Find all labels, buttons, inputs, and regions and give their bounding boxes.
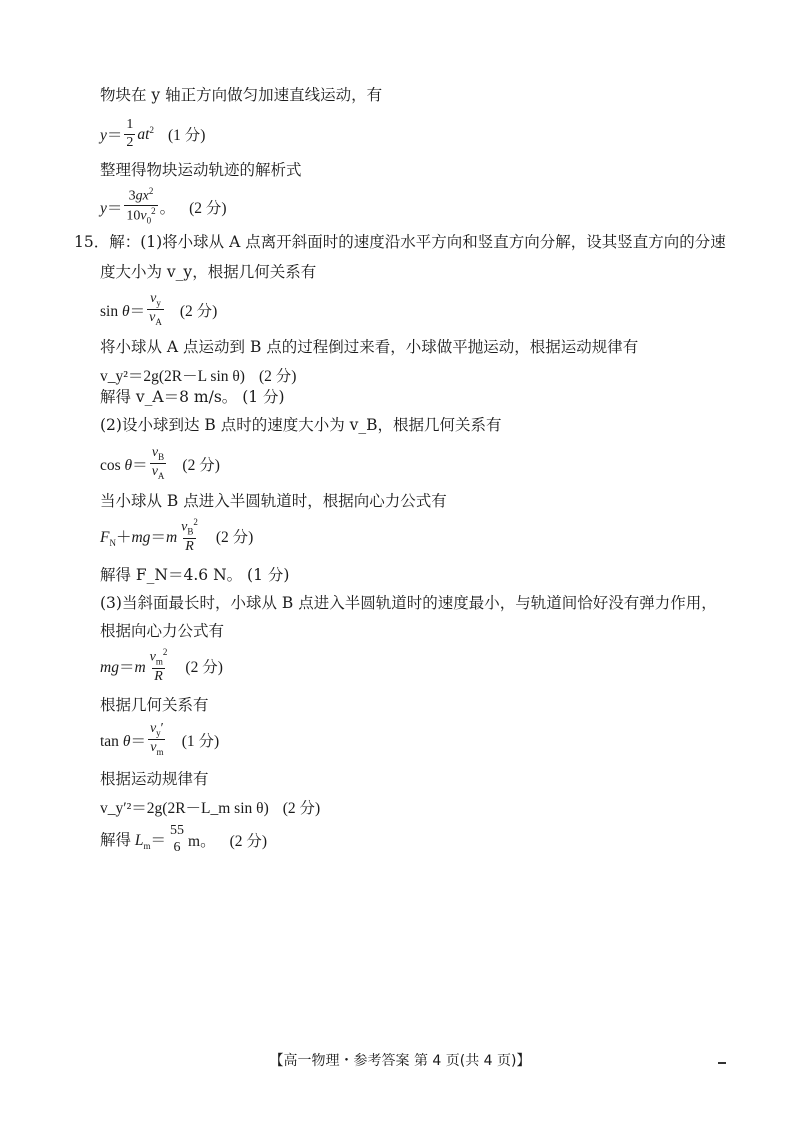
equation-text: v_y²＝2g(2R－L sin θ) (100, 368, 245, 385)
text-line: 解得 v_A＝8 m/s。 (1 分) (100, 388, 285, 406)
equation-tan: tan θ＝ $\frac{v_y'}{v_m}$ (1 分) (100, 721, 220, 758)
score: (2 分) (179, 302, 218, 320)
equation-vy (100, 364, 296, 386)
text-line: 物块在 y 轴正方向做匀加速直线运动，有 (100, 86, 383, 104)
score: (1 分) (181, 732, 220, 750)
text-line: 根据几何关系有 (100, 696, 209, 714)
equation-Lm: 解得 $L_m=$ 55 6 m。 (2 分) (100, 823, 268, 855)
score: (1 分) (167, 127, 206, 145)
equation-text: v_y′²＝2g(2R－L_m sin θ) (100, 800, 269, 817)
equation-trajectory: y＝ $\frac{3gx^2}{10v_0^2}$ 。 (2 分) (100, 186, 227, 226)
text-line: 解得 F_N＝4.6 N。 (1 分) (100, 566, 290, 584)
text-line: 根据运动规律有 (100, 770, 209, 788)
text-line: (2)设小球到达 B 点时的速度大小为 v_B，根据几何关系有 (100, 416, 502, 434)
text-line: 当小球从 B 点进入半圆轨道时，根据向心力公式有 (100, 492, 447, 510)
equation-y: y＝ $\frac{1}{2}$ $at^2$ (1 分) (100, 117, 206, 150)
text-line: (3)当斜面最长时，小球从 B 点进入半圆轨道时的速度最小，与轨道间恰好没有弹力作用， (100, 594, 717, 612)
text-line: 将小球从 A 点运动到 B 点的过程倒过来看，小球做平抛运动，根据运动规律有 (100, 338, 639, 356)
score: (2 分) (189, 199, 227, 217)
equation-vy-prime (100, 796, 320, 818)
score: (2 分) (282, 800, 321, 817)
text-line: 度大小为 v_y，根据几何关系有 (100, 263, 317, 281)
text-line: 根据向心力公式有 (100, 622, 225, 640)
score: (2 分) (215, 529, 254, 547)
scan-mark (718, 1062, 726, 1064)
text-line: 整理得物块运动轨迹的解析式 (100, 161, 302, 179)
score: (2 分) (182, 456, 220, 474)
page-footer: 【高一物理・参考答案 第 4 页(共 4 页)】 (269, 1053, 531, 1069)
score: (2 分) (229, 832, 268, 850)
equation-sin: sin θ＝ $\frac{v_y}{v_A}$ (2 分) (100, 291, 218, 328)
text-line: 15．解：(1)将小球从 A 点离开斜面时的速度沿水平方向和竖直方向分解，设其竖直方向的分速 (74, 233, 726, 251)
equation-mg: mg＝m $\frac{v_m^2}{R}$ (2 分) (100, 647, 223, 684)
equation-centripetal: $F_N+mg=m$ $\frac{v_B^2}{R}$ (2 分) (100, 517, 254, 554)
score: (2 分) (258, 368, 297, 385)
score: (2 分) (185, 659, 223, 677)
equation-cos: cos θ＝ $\frac{v_B}{v_A}$ (2 分) (100, 445, 220, 482)
